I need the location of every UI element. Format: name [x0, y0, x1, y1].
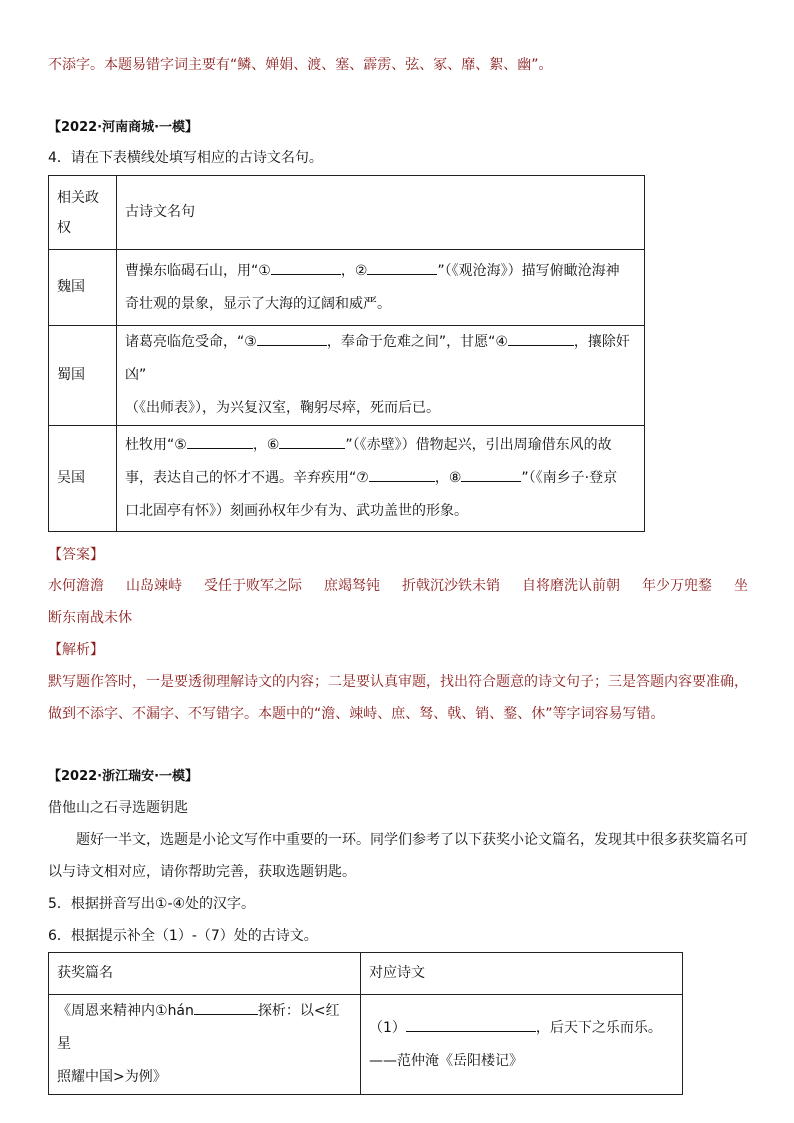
- answer-label: 【答案】: [48, 547, 104, 563]
- poem-cell: [361, 995, 683, 1095]
- circle-marker: ⑧: [448, 470, 462, 486]
- table-row: [49, 426, 645, 532]
- text: 杜牧用“: [125, 437, 175, 453]
- answer-item: 年少万兜鍪: [642, 578, 712, 594]
- fill-blank-3[interactable]: [257, 331, 327, 346]
- fill-blank-4[interactable]: [508, 331, 574, 346]
- circle-marker: ⑦: [356, 470, 369, 486]
- fill-blank-5[interactable]: [187, 434, 253, 449]
- intro-note: 不添字。本题易错字词主要有“鳞、婵娟、渡、塞、霹雳、弦、冢、靡、絮、幽”。: [48, 57, 553, 73]
- q5-para-1: 题好一半文，选题是小论文写作中重要的一环。同学们参考了以下获奖小论文篇名，发现其中很多获奖篇名可: [76, 832, 748, 848]
- text: ，后天下之乐而乐。: [535, 1019, 662, 1036]
- regime-cell: 魏国: [49, 250, 117, 326]
- table-row: [49, 326, 645, 426]
- text: ”（《观沧海》）描写俯瞰沧海神: [437, 262, 620, 279]
- answer-item: 自将磨洗认前朝: [522, 578, 620, 594]
- q5-source: 【2022·浙江瑞安·一模】: [48, 769, 199, 784]
- text: ，: [340, 262, 355, 279]
- fill-blank-1[interactable]: [271, 260, 341, 275]
- circle-marker: ④: [495, 334, 508, 350]
- text: ，: [434, 470, 449, 486]
- fill-blank-8[interactable]: [461, 467, 521, 482]
- circle-marker: ②: [354, 262, 368, 279]
- text: （1）: [369, 1019, 406, 1036]
- circle-marker: ③: [244, 334, 257, 350]
- text: 《周恩来精神内: [57, 1003, 155, 1019]
- text: 探析：以<红星: [57, 1003, 340, 1052]
- text: （《出师表》），为兴复汉室，鞠躬尽瘁，死而后已。: [125, 400, 440, 416]
- fill-blank-poem-1[interactable]: [406, 1017, 536, 1032]
- quote-cell: [117, 426, 645, 532]
- text: ，奉命于危难之间”，甘愿“: [326, 334, 496, 350]
- regime-cell: 吴国: [49, 426, 117, 532]
- answer-item: 水何澹澹: [48, 578, 104, 594]
- header-poem: 对应诗文: [361, 953, 683, 995]
- table-header-row: [49, 953, 683, 995]
- answer-item: 折戟沉沙铁未销: [402, 578, 500, 594]
- fill-blank-pinyin-1[interactable]: [194, 1000, 258, 1015]
- answer-item: 坐: [734, 578, 748, 594]
- q5-para-2: 以与诗文相对应，请你帮助完善，获取选题钥匙。: [48, 864, 356, 880]
- circle-marker: ⑤: [174, 437, 187, 453]
- text: 曹操东临碣石山，用“: [125, 262, 259, 279]
- answer-continued: 断东南战未休: [48, 610, 132, 626]
- fill-blank-7[interactable]: [369, 467, 435, 482]
- text: 事，表达自己的怀才不遇。辛弃疾用“: [125, 470, 357, 486]
- text: 奇壮观的景象，显示了大海的辽阔和威严。: [125, 295, 391, 312]
- text: 口北固亭有怀》）刻画孙权年少有为、武功盖世的形象。: [125, 503, 468, 519]
- q5-question: 5．根据拼音写出①-④处的汉字。: [48, 896, 256, 912]
- text: ，攘除奸凶”: [125, 334, 630, 383]
- text: ，: [252, 437, 267, 453]
- answer-list: [48, 576, 748, 596]
- q4-source: 【2022·河南商城·一模】: [48, 120, 199, 135]
- text: 诸葛亮临危受命，“: [125, 334, 245, 350]
- q6-table: [48, 952, 683, 1095]
- text: ——范仲淹《岳阳楼记》: [369, 1052, 523, 1069]
- quote-cell: [117, 250, 645, 326]
- text: ”（《南乡子·登京: [521, 470, 618, 486]
- answer-item: 山岛竦峙: [126, 578, 182, 594]
- regime-cell: 蜀国: [49, 326, 117, 426]
- text: 照耀中国>为例》: [57, 1069, 167, 1085]
- table-row: [49, 995, 683, 1095]
- quote-cell: [117, 326, 645, 426]
- circle-marker: ⑥: [266, 437, 280, 453]
- fill-blank-2[interactable]: [367, 260, 437, 275]
- header-award-title: 获奖篇名: [49, 953, 361, 995]
- analysis-text-1: 默写题作答时，一是要透彻理解诗文的内容；二是要认真审题，找出符合题意的诗文句子；三是答题内容要准确，: [48, 674, 748, 690]
- header-regime: 相关政权: [49, 176, 117, 250]
- pinyin: hán: [167, 1003, 194, 1019]
- text: ”（《赤壁》）借物起兴，引出周瑜借东风的故: [345, 437, 612, 453]
- answer-item: 受任于败军之际: [204, 578, 302, 594]
- header-quote: 古诗文名句: [117, 176, 645, 250]
- q6-question: 6．根据提示补全（1）-（7）处的古诗文。: [48, 928, 318, 944]
- answer-item: 庶竭驽钝: [324, 578, 380, 594]
- q4-prompt: 4．请在下表横线处填写相应的古诗文名句。: [48, 150, 323, 166]
- table-row: [49, 250, 645, 326]
- award-title-cell: [49, 995, 361, 1095]
- q5-title: 借他山之石寻选题钥匙: [48, 800, 188, 816]
- circle-marker: ①: [155, 1003, 168, 1019]
- table-header-row: [49, 176, 645, 250]
- fill-blank-6[interactable]: [279, 434, 345, 449]
- analysis-label: 【解析】: [48, 642, 104, 658]
- circle-marker: ①: [258, 262, 271, 279]
- q4-table: [48, 175, 645, 532]
- analysis-text-2: 做到不添字、不漏字、不写错字。本题中的“澹、竦峙、庶、驽、戟、销、鍪、休”等字词容易写错。: [48, 706, 665, 722]
